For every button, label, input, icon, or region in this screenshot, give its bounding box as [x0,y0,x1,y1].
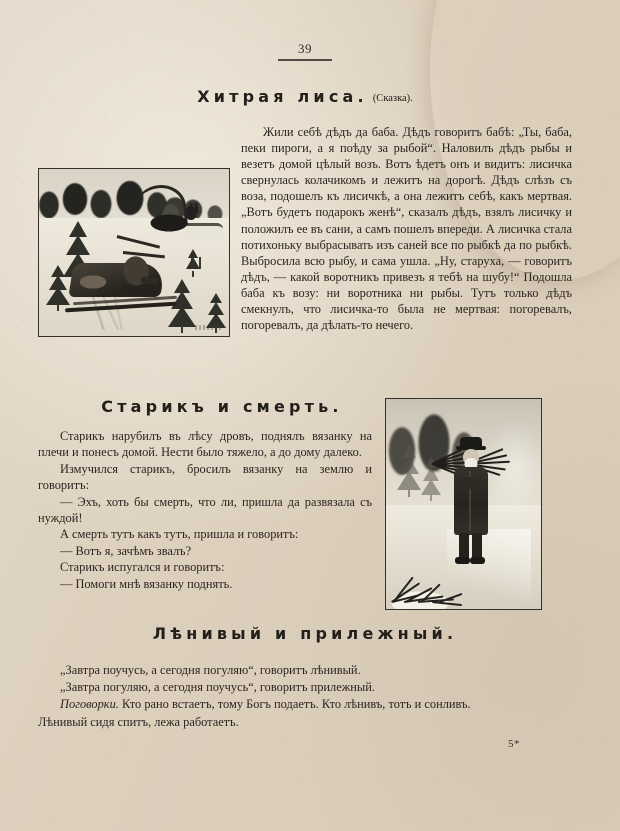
story-3-body [38,662,508,731]
fig1-fir-tree [185,249,201,277]
proverbs-text: Кто рано встаетъ, тому Богъ подаетъ. Кто лѣнивъ, тотъ и сонливъ. Лѣнивый сидя спитъ, лежа работаетъ. [38,697,471,729]
story-3-text-block [38,662,508,731]
story-3-title: Лѣнивый и прилежный. [152,624,458,643]
fig1-horse [143,201,201,247]
figure-1-engraving [39,169,229,336]
folio-block [38,42,572,61]
fig2-old-man [448,437,494,567]
story-2-dialogue-line: — Эхъ, хоть бы смерть, что ли, пришла да развязала съ нуждой! [38,494,372,526]
story-3-paragraph: „Завтра погуляю, а сегодня поучусь“, говоритъ прилежный. [60,680,375,695]
story-1-subtitle: (Сказка). [372,93,413,104]
fig2-arm [457,477,483,489]
figure-2-engraving [386,399,541,609]
story-2-paragraph: Старикъ испугался и говоритъ: [60,560,225,575]
fig2-fir-tree [396,445,422,497]
story-2-title: Старикъ и смерть. [101,397,343,416]
story-2-heading-block [12,398,432,416]
signature-mark: 5* [508,738,520,750]
folio-rule [278,59,332,61]
story-2-body [38,428,372,592]
figure-2-old-man-illustration [385,398,542,610]
story-2-paragraph: А смерть тутъ какъ тутъ, пришла и говоритъ: [60,527,299,542]
story-3-paragraph: „Завтра поучусь, а сегодня погуляю“, говоритъ лѣнивый. [60,663,361,677]
story-1-title-text: Хитрая лиса. [197,87,368,106]
story-2-dialogue-line: — Помоги мнѣ вязанку поднять. [60,576,233,591]
fig1-driver [114,247,158,296]
fig2-boot [470,557,485,564]
story-2-text-block [38,428,372,592]
fig1-engraver-signature [195,325,221,330]
page-number: 39 [298,41,312,56]
story-3-heading-block [38,625,572,643]
story-2-dialogue-line: — Вотъ я, зачѣмъ звалъ? [60,543,192,558]
figure-1-sleigh-illustration [38,168,230,337]
story-3-proverbs [38,696,508,730]
story-1-title [38,88,572,106]
story-1-paragraph: Жили себѣ дѣдъ да баба. Дѣдъ говоритъ бабѣ: „Ты, баба, пеки пироги, а я поѣду за рыбой“. Наловилъ дѣдъ рыбы и везетъ домой цѣлый возъ. Вотъ ѣдетъ онъ и видитъ: лисичка свернулась колачикомъ и лежитъ на дорогѣ. Дѣдъ слѣзъ съ воза, подошелъ къ лисичкѣ, а она лежитъ себѣ, какъ мертвая. „Вотъ будетъ подарокъ женѣ“, сказалъ дѣдъ, взялъ лисичку и положилъ ее въ сани, а самъ пошелъ впереди. А лисичка стала потихоньку выбрасывать изъ саней все по рыбкѣ да по рыбкѣ. Выбросила всю рыбу, и сама ушла. „Ну, старуха, — говоритъ дѣдъ, — какой воротникъ привезъ я тебѣ на шубу!“ Подошла баба къ возу: ни воротника ни рыбы. Тутъ только дѣдъ смекнулъ, что лисичка-то была не мертвая: погоревалъ, погоревалъ, да дѣлать-то нечего. [241,125,572,333]
story-2-paragraph: Измучился старикъ, бросилъ вязанку на землю и говоритъ: [38,461,372,493]
story-2-paragraph: Старикъ нарубилъ въ лѣсу дровъ, поднялъ вязанку на плечи и понесъ домой. Нести было тяжело, а до дому далеко. [38,429,372,460]
page-content [38,0,572,831]
fig1-fox [73,271,113,293]
fig2-fur-hat [460,437,482,449]
fig1-sleigh [65,257,183,311]
fig2-bare-branches [388,551,468,603]
proverbs-label: Поговорки. [60,697,119,712]
story-1-heading-block [38,88,572,106]
